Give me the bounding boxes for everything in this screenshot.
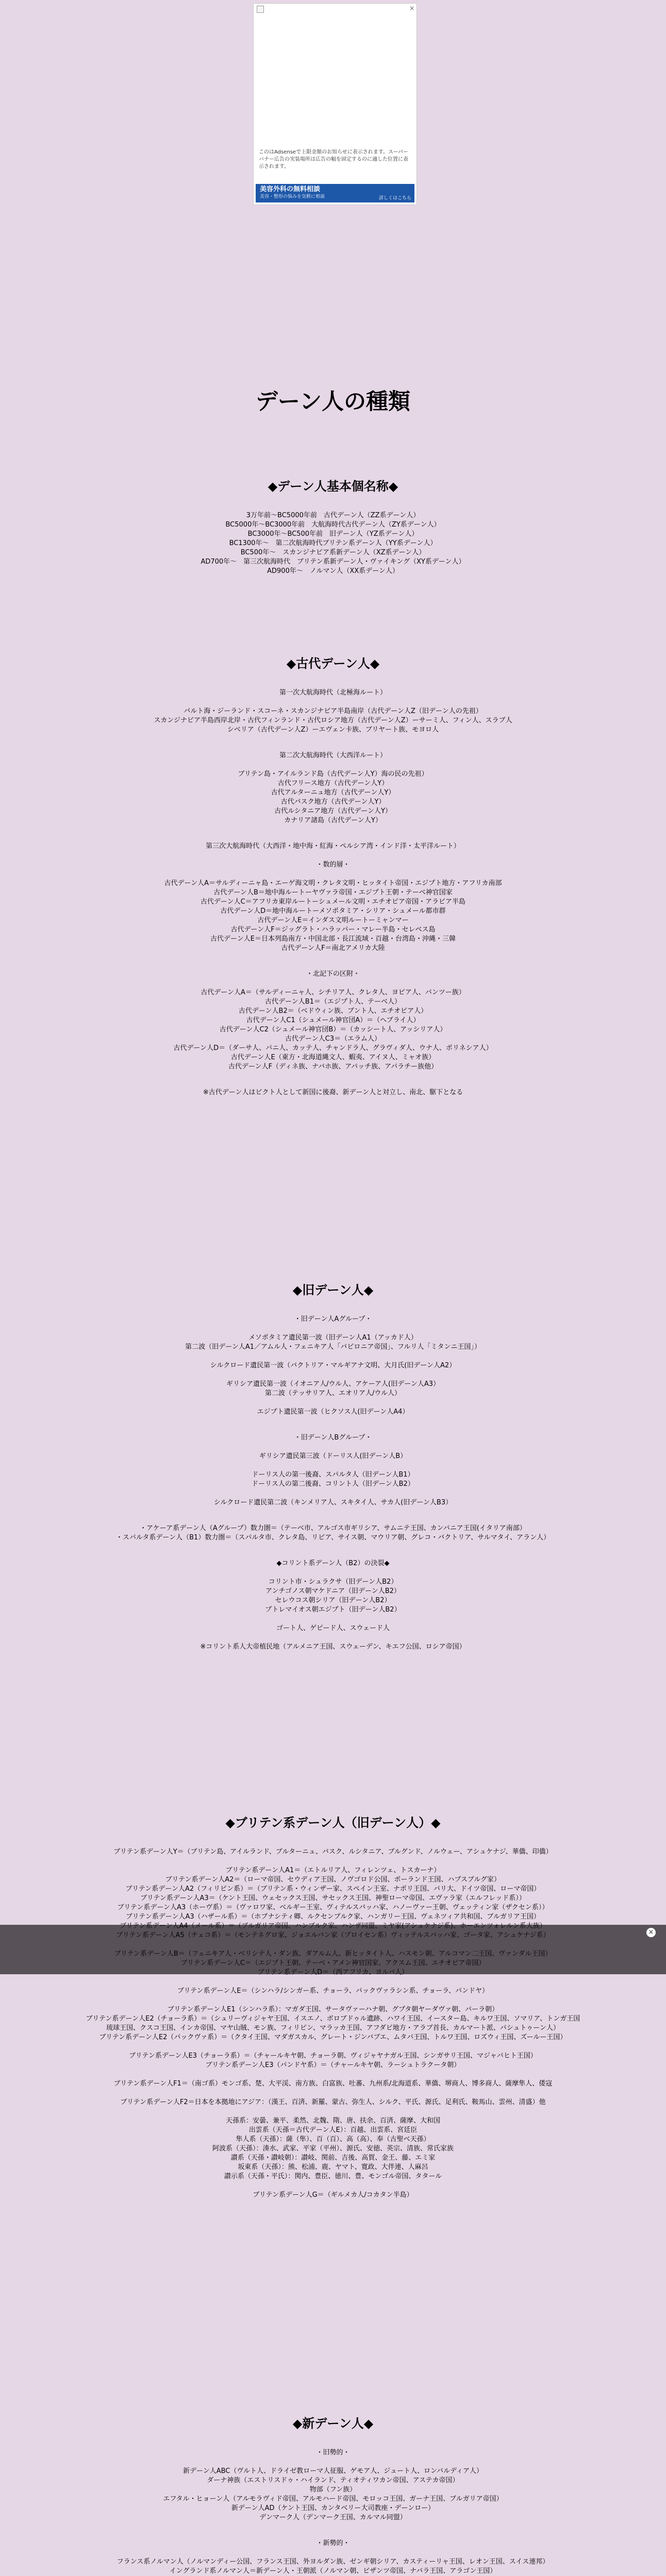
britain-line: 坂東系（天孫）：熊、松浦、鹿、ヤマト、寛政、大伴連、人麻呂: [238, 2163, 428, 2171]
britain-line: ブリテン系デーン人E3（パンドヤ系）＝（チャールキヤ朝、ラーシュトラクータ朝）: [205, 2061, 461, 2069]
old-line: エジプト遺民第一波（ヒクソス人(旧デーン人A4）: [257, 1408, 409, 1416]
old-line: [15, 1370, 651, 1380]
ancient-line: 古代デーン人C＝アフリカ東岸ルートーシュメール文明・エチオピア帝国・アラビア半島: [200, 898, 466, 906]
ancient-line: 古代デーン人B2＝（ベドウィン族、ブント人、エチオピア人）: [238, 1007, 428, 1015]
ancient-line: 古代デーン人C1（シュメール神官団A）＝（ヘブライ人）: [246, 1016, 420, 1024]
britain-line: ブリテン系デーン人A1＝（エトルリア人、フィレンツェ、トスカーナ）: [225, 1867, 441, 1874]
ad-banner-link[interactable]: 詳しくはこちら: [378, 196, 411, 201]
section-britain: [15, 1815, 651, 2200]
britain-line: ブリテン系デーン人A2（フィリピン系）＝（ブリテン系・ウィンザー家、スペイン王室、ナポリ王国、パリ大、ドイツ帝国、ローマ帝国）: [125, 1885, 541, 1893]
basic-line: BC500年～ スカンジナビア系新デーン人（XZ系デーン人）: [240, 549, 426, 556]
britain-line: ブリテン系デーン人E1（シンハラ系）：マガダ王国、サータヴァーハナ朝、グプタ朝ヤーダヴァ朝、パーラ朝）: [167, 2006, 499, 2013]
ancient-line: 古代ルシタニア地方（古代デーン人Y）: [274, 807, 392, 815]
new-line: フランス系ノルマン人（ノルマンディー公国、フランス王国、外ヨルダン族、ゼンギ朝シリア、カスティーリャ王国、レオン王国、スイス連邦）: [116, 2558, 550, 2566]
new-group-2: [15, 2557, 651, 2576]
old-line: ギリシア遺民第一波（イオニア人/ウル人、アケーア人(旧デーン人A3）: [226, 1380, 440, 1388]
ancient-line: [15, 760, 651, 770]
ad-banner[interactable]: [256, 184, 414, 202]
britain-line: ブリテン系デーン人A2＝（ローマ帝国、セウディア王国、ノヴゴロド公国、ポーランド王国、ハプスブルグ家）: [165, 1876, 501, 1884]
britain-line: 琉球王国、クスコ王国、インカ帝国、マヤ山賊、モン族、フィリピン、マラッカ王国、アフダビ地方・アラブ首長、カルマート派、パシュトゥーン人）: [106, 2024, 560, 2032]
new-line: イングランド系ノルマン人＝新デーン人・王朝派（ノルマン朝、ビザンツ帝国、ナバラ王国、アラゴン王国）: [169, 2567, 497, 2575]
britain-line: ブリテン系デーン人E3（チョーラ系）＝（チャールキヤ朝、チョーラ朝、ヴィジャヤナガル王国、シンガサリ王国、マジャパヒト王国）: [129, 2052, 537, 2060]
britain-line: ブリテン系デーン人A3（ホーヴ系）＝（ヴァロワ家、ベルギー王室、ヴィテルスバッハ家、ハノーヴァー王朝、ヴェッティン家（ザクセン系））: [117, 1904, 549, 1911]
britain-lines: [15, 1848, 651, 2200]
new-line: 新デーン人AD（ケント王国、カンタベリー大司教座・デーンロー）: [231, 2504, 435, 2512]
britain-line: ブリテン系デーン人F2＝日本を本拠地にアジア：（漢王、百済、新羅、蒙古、弥生人、シルク、平氏、源氏、足利氏、鞍馬山、雲州、清盛）他: [120, 2098, 546, 2106]
britain-line: [15, 1977, 651, 1987]
old-line: [15, 1489, 651, 1498]
basic-line: BC3000年～BC500年前 旧デーン人（YZ系デーン人）: [247, 530, 419, 538]
section-title-basic: ◆デーン人基本個名称◆: [268, 479, 398, 494]
old-line: ・アケーア系デーン人（Aグループ）数力圏＝（テーベ市、アルゴス市ギリシア、サムニテ王国、カンパニア王国(イタリア南部）: [140, 1524, 526, 1532]
britain-line: [15, 1857, 651, 1866]
ancient-line: 古代アルターニュ地方（古代デーン人Y）: [271, 789, 395, 796]
basic-line: AD700年～ 第三次航海時代 ブリテン系新デーン人・ヴァイキング（XY系デーン人）: [201, 558, 465, 566]
britain-line: [15, 2089, 651, 2098]
ad-overlay[interactable]: [0, 1925, 666, 1974]
old-corinth: [15, 1578, 651, 1652]
old-group-a: [15, 1333, 651, 1417]
ancient-line: 第一次大航海時代（北極海ルート）: [279, 689, 387, 697]
britain-line: ブリテン系デーン人E2（パックヴァ系）＝（クタイ王国、マダガスカル、グレート・ジンバブエ、ムタパ王国、トルワ王国、ロズウィ王国、ズールー王国）: [99, 2033, 567, 2041]
ancient-block-2: [15, 751, 651, 825]
ancient-line: 古代デーン人C3＝（エラム人）: [285, 1035, 381, 1043]
ad-text: このはAdsenseで上限金額のお知らせに表示されます。スーパーバナー広告の実装場所は広告の幅を固定するのに適した位置に表示されます。: [259, 149, 408, 170]
britain-line: [15, 2107, 651, 2116]
britain-line: ブリテン系デーン人E＝（シンハラ/シンガー系、チョーラ、パックヴァラシン系、チョーラ、パンドヤ）: [177, 1987, 489, 1995]
new-line: 物部（フン族）: [309, 2486, 357, 2494]
ancient-line: 古代フリース地方（古代デーン人Y）: [277, 779, 389, 787]
broken-image-icon: [257, 6, 264, 13]
ancient-note: ※古代デーン人はビクト人として新国に後裔、新デーン人と対立し、南北、駆下となる: [203, 1089, 463, 1096]
old-line: メソポタミア遺民第一波（旧デーン人A1（アッカド人）: [248, 1334, 418, 1342]
old-line: [15, 1398, 651, 1408]
britain-line: ブリテン系デーン人G＝（ギルメカ人/コカタン半島）: [253, 2191, 413, 2199]
ancient-line: ブリテン島・アイルランド島（古代デーン人Y）海の民の先祖）: [238, 770, 428, 778]
basic-line: BC5000年～BC3000年前 大航海時代古代デーン人（ZY系デーン人）: [225, 521, 441, 529]
britain-line: ブリテン系デーン人A3（ハザール系）＝（ホブナシティ卿、ルクセンブルク家、ハンガリー王国、ヴェネツィア共和国、ブルガリア王国）: [126, 1913, 540, 1921]
old-line: ギリシア遺民第三波（ドーリス人(旧デーン人B）: [259, 1452, 407, 1460]
ancient-line: カナリア諸島（古代デーン人Y）: [284, 817, 382, 824]
ancient-line: 古代デーン人F＝南北アメリカ大陸: [281, 944, 385, 952]
ancient-line: 古代デーン人E（東方・北海道縄文人、蝦夷、アイヌ人、ミャオ族）: [230, 1054, 436, 1061]
britain-line: [15, 1996, 651, 2005]
ad-close-icon[interactable]: ×: [409, 5, 414, 12]
ancient-line: シベリア（古代デーン人Z）ーエヴェン卡族、ブリヤート族、モヨロ人: [227, 726, 439, 734]
ancient-line: スカンジナビア半島西岸北岸・古代フィンランド・古代ロシア地方（古代デーン人Z）ーサーミ人、フィン人、スラブ人: [154, 717, 512, 724]
old-line: ゴート人、ゲピード人、スウェード人: [276, 1624, 390, 1632]
ancient-block-4: [15, 879, 651, 953]
ancient-line: 古代デーン人E＝インダス文明ルートーミャンマー: [257, 917, 409, 924]
ancient-line: 古代デーン人C2（シュメール神官団B）＝（カッシート人、アッシリア人）: [219, 1026, 447, 1033]
new-group-1: [15, 2467, 651, 2522]
new-line: 新デーン人ABC（ヴルト人、ドライゼ教ローマ人征服、ゲモア人、ジュート人、ロンバルディア人）: [182, 2467, 484, 2475]
old-group-b-title: ・旧デーン人Bグループ・: [294, 1434, 372, 1442]
ancient-block-3: [15, 842, 651, 851]
section-new: [15, 2415, 651, 2576]
old-line: アンチゴノス朝マケドニア（旧デーン人B2）: [265, 1587, 401, 1595]
old-line: 第二波（テッサリア人、エオリア人/ウル人）: [265, 1389, 401, 1397]
britain-line: 阿波系（天孫）：湊水、武家、平家（平州）、源氏、安徳、英宗、清族、常氏家族: [212, 2145, 454, 2153]
old-line: プトレマイオス朝エジプト（旧デーン人B2）: [265, 1606, 401, 1614]
ancient-line: 古代デーン人D＝地中海ルートーメソポタミア・シリア・シュメール都市群: [220, 907, 446, 915]
basic-lines: [15, 511, 651, 576]
britain-line: 出雲系（天孫＝古代デーン人E）：百越、出雲系、宮廷臣: [248, 2126, 418, 2134]
section-title-britain: ◆ブリテン系デーン人（旧デーン人）◆: [225, 1816, 441, 1830]
ancient-line: 古代バスク地方（古代デーン人Y）: [280, 798, 386, 806]
section-ancient: [15, 655, 651, 1097]
ancient-line: 古代デーン人F＝ジッグラト・ハラッパー・マレー半島・セレベス島: [230, 926, 436, 934]
britain-line: ブリテン系デーン人E2（チョーラ系）＝（シュリーヴィジャヤ王国、イスエノ、ボロブドゥル遺跡、ハワイ王国、イースター島、キルワ王国、ソマリア、トンガ王国: [86, 2015, 580, 2023]
ancient-line: 古代デーン人E＝日本列島南方・中国北部・長江流域・百越・台湾島・沖縄・三韓: [210, 935, 456, 943]
basic-line: 3万年前～BC5000年前 古代デーン人（ZZ系デーン人）: [246, 512, 420, 519]
section-old: [15, 1282, 651, 1652]
old-line: [15, 1633, 651, 1642]
ancient-block-1: [15, 688, 651, 735]
old-group-c: [15, 1524, 651, 1543]
britain-line: 讃示系（天孫・平氏）：関内、豊臣、徳川、豊、モンゴル帝国、タタール: [224, 2173, 442, 2180]
ancient-block-5-title: ・北記下の区附・: [306, 970, 360, 978]
old-line: ドーリス人の第二後裔、コリント人（旧デーン人B2）: [252, 1480, 414, 1488]
section-basic: [15, 478, 651, 576]
ancient-line: 古代デーン人A＝サルディーニャ島・エーゲ海文明・クレタ文明・ヒッタイト帝国・エジプト地方・アフリカ南部: [164, 879, 502, 887]
old-line: ※コリント系人大帝植民地（アルメニア王国、スウェーデン、キエフ公国、ロシア帝国）: [200, 1643, 466, 1651]
ancient-line: 古代デーン人B＝地中海ルートーヤヴァラ帝国・エジプト王朝・テーベ神官国家: [213, 889, 453, 896]
new-line: エフタル・ヒョーン人（アルモラヴィド帝国、アルモハード帝国、モロッコ王国、ガーナ王国、ブルガリア帝国）: [163, 2495, 503, 2503]
old-group-a-title: ・旧デーン人Aグループ・: [294, 1315, 372, 1323]
ancient-block-4-title: ・数的層・: [316, 861, 350, 869]
ancient-line: 古代デーン人F（ディネ族、ナバホ族、アパッチ族、アパラチー族他）: [228, 1063, 438, 1071]
ad-box[interactable]: [253, 3, 417, 205]
overlay-close-icon[interactable]: ×: [646, 1928, 656, 1937]
britain-line: 隼人系（天孫）：薩（隼）、百（百）、高（高）、奉（古聖ベ天孫）: [236, 2136, 430, 2143]
britain-line: [15, 2070, 651, 2079]
britain-line: 讃系（天孫・讃岐朝）：讃岐、関前、吉後、高賀、金王、藤、エミ家: [230, 2154, 436, 2162]
ancient-line: 第三次大航海時代（大西洋・地中海・紅海・ペルシア湾・インド洋・太平洋ルート）: [206, 842, 460, 850]
britain-line: ブリテン系デーン人Y＝（ブリテン島、アイルランド、ブルターニュ、バスク、ルシタニア、ブルグンド、ノルウェー、アシュケナジ、華僑、印僑）: [113, 1848, 553, 1856]
old-group-b: [15, 1452, 651, 1507]
old-line: [15, 1352, 651, 1361]
ancient-line: 第二次大航海時代（大西洋ルート）: [279, 752, 387, 759]
section-title-old: ◆旧デーン人◆: [292, 1283, 374, 1297]
old-line: セレウコス朝シリア（旧デーン人B2）: [275, 1597, 391, 1604]
britain-line: [15, 2181, 651, 2191]
old-line: [15, 1615, 651, 1624]
ad-banner-title: 美容外科の無料相談: [260, 185, 321, 193]
britain-line: [15, 2042, 651, 2052]
ancient-line: 古代デーン人A＝（サルディーニャ人、シチリア人、クレタ人、ヨピア人、パンツー族）: [201, 989, 465, 996]
old-line: ・スパルタ系デーン人（B1）数力圏＝（スパルタ市、クレタ島、リビア、サイス朝、マウリア朝、グレコ・バクトリア、サルマタイ、アラン人）: [115, 1534, 551, 1541]
new-line: ダーナ神族（エストリスドゥ・ハイランド、ティオティワカン帝国、アステカ帝国）: [207, 2477, 459, 2484]
basic-line: AD900年～ ノルマン人（XX系デーン人）: [267, 567, 399, 575]
basic-line: BC1300年～ 第二次航海時代ブリテン系デーン人（YY系デーン人）: [229, 539, 437, 547]
page-title: デーン人の種類: [255, 389, 411, 415]
ancient-line: 古代デーン人B1＝（エジプト人、テーベ人）: [265, 998, 401, 1006]
new-group-1-title: ・旧勢的・: [316, 2449, 350, 2456]
britain-line: 天孫系：安曇、兼平、柔然、北魏、隋、唐、扶余、百済、薩摩、大和国: [225, 2117, 440, 2125]
old-line: 第二波（旧デーン人A1／アムル人・フェニキア人「バビロニア帝国」、フルリ人「ミタンニ王国」）: [185, 1343, 481, 1351]
britain-line: ブリテン系デーン人A3＝（ケント王国、ウェセックス王国、サセックス王国、神聖ローマ帝国、エヴァラ家（エルフレッド系））: [140, 1894, 526, 1902]
britain-line: ブリテン系デーン人F1＝（南ゴ系）モンゴ系、楚、大平渓、南方族、白富族、吐蕃、九州系/北海道系、華僑、堺商人、博多商人、薩摩隼人、倭寇: [113, 2080, 553, 2088]
new-group-2-title: ・新勢的・: [316, 2539, 350, 2547]
old-line: シルクロード遺民第二波（キンメリア人、スキタイ人、サカ人(旧デーン人B3）: [213, 1499, 453, 1506]
section-title-ancient: ◆古代デーン人◆: [286, 656, 380, 671]
old-line: シルクロード遺民第一波（バクトリア・マルギアナ文明、大月氏(旧デーン人A2）: [210, 1362, 456, 1369]
section-title-new: ◆新デーン人◆: [292, 2416, 374, 2431]
old-corinth-title: ◆コリント系デーン人（B2）の決裂◆: [276, 1560, 390, 1567]
ad-banner-subtitle: 美容・整形の悩みを気軽に相談: [260, 194, 325, 199]
ancient-line: バルト海・ジーランド・スコーネ・スカンジナビア半島南岸（古代デーン人Z（旧デーン人の先祖）: [184, 707, 482, 715]
ancient-block-5: [15, 988, 651, 1072]
ancient-line: 古代デーン人D＝（ダーサ人、パニ人、カッテ人、チャンドラ人、グラヴィダ人、ウナ人、ポリネシア人）: [173, 1044, 493, 1052]
old-line: コリント市・シュラクサ（旧デーン人B2）: [268, 1578, 398, 1586]
new-line: デンマーク人（デンマーク王国、カルマル同盟）: [259, 2514, 407, 2521]
old-line: ドーリス人の第一後裔、スパルタ人（旧デーン人B1）: [252, 1471, 414, 1479]
old-line: [15, 1461, 651, 1470]
ancient-line: [15, 698, 651, 707]
